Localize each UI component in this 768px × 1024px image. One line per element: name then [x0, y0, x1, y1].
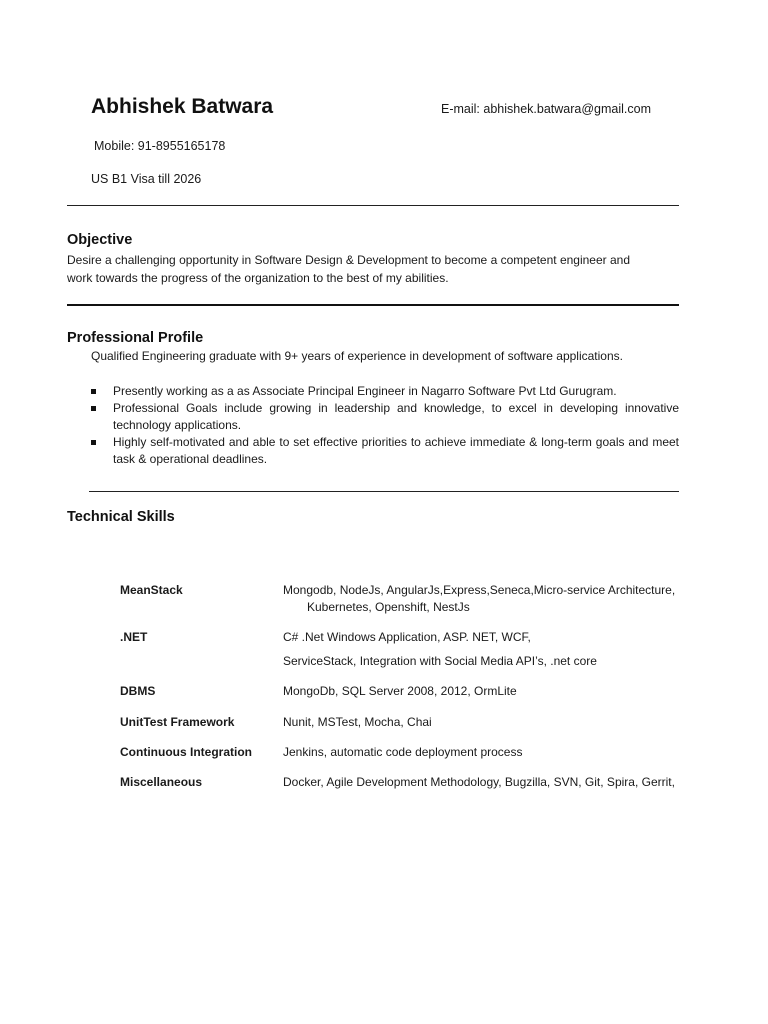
skill-value-dbms: MongoDb, SQL Server 2008, 2012, OrmLite — [283, 684, 517, 698]
skill-value-dotnet-cont: ServiceStack, Integration with Social Media API’s, .net core — [283, 654, 597, 668]
bullet-icon — [91, 440, 96, 445]
skill-label-ci: Continuous Integration — [120, 745, 252, 759]
profile-intro: Qualified Engineering graduate with 9+ years of experience in development of software applications. — [91, 349, 623, 363]
profile-divider — [89, 491, 679, 492]
list-item — [89, 383, 679, 400]
skill-label-misc: Miscellaneous — [120, 775, 203, 789]
list-item — [89, 434, 679, 468]
objective-line-2: work towards the progress of the organization to the best of my abilities. — [67, 271, 449, 285]
skill-value-meanstack: Mongodb, NodeJs, AngularJs,Express,Seneca,Micro-service Architecture, — [283, 583, 676, 597]
skill-label-meanstack: MeanStack — [120, 583, 183, 597]
skill-label-dbms: DBMS — [120, 684, 156, 698]
bullet-icon — [91, 406, 96, 411]
profile-heading: Professional Profile — [67, 330, 204, 346]
header-divider — [67, 205, 679, 206]
mobile-text: Mobile: 91-8955165178 — [94, 139, 226, 153]
list-item — [89, 400, 679, 434]
profile-bullet-list — [89, 383, 679, 468]
skills-heading: Technical Skills — [67, 509, 175, 525]
candidate-name: Abhishek Batwara — [91, 95, 274, 118]
skill-value-dotnet: C# .Net Windows Application, ASP. NET, WCF, — [283, 630, 531, 644]
objective-divider — [67, 304, 679, 306]
skill-value-meanstack-cont: Kubernetes, Openshift, NestJs — [307, 600, 470, 614]
bullet-text: Presently working as a as Associate Principal Engineer in Nagarro Software Pvt Ltd Gurugram. — [113, 384, 617, 398]
skill-value-ci: Jenkins, automatic code deployment process — [283, 745, 523, 759]
bullet-text: Highly self-motivated and able to set effective priorities to achieve immediate & long-term goals and meet task & operational deadlines. — [113, 435, 679, 466]
visa-text: US B1 Visa till 2026 — [91, 172, 202, 186]
bullet-text: Professional Goals include growing in leadership and knowledge, to excel in developing innovative technology applications. — [113, 401, 679, 432]
email-text: E-mail: abhishek.batwara@gmail.com — [441, 102, 651, 116]
skill-value-unittest: Nunit, MSTest, Mocha, Chai — [283, 715, 432, 729]
objective-line-1: Desire a challenging opportunity in Software Design & Development to become a competent engineer and — [67, 253, 631, 267]
skill-value-misc: Docker, Agile Development Methodology, Bugzilla, SVN, Git, Spira, Gerrit, — [283, 775, 675, 789]
skill-label-unittest: UnitTest Framework — [120, 715, 235, 729]
skill-label-dotnet: .NET — [120, 630, 148, 644]
objective-text — [67, 251, 678, 287]
bullet-icon — [91, 389, 96, 394]
objective-heading: Objective — [67, 232, 133, 248]
